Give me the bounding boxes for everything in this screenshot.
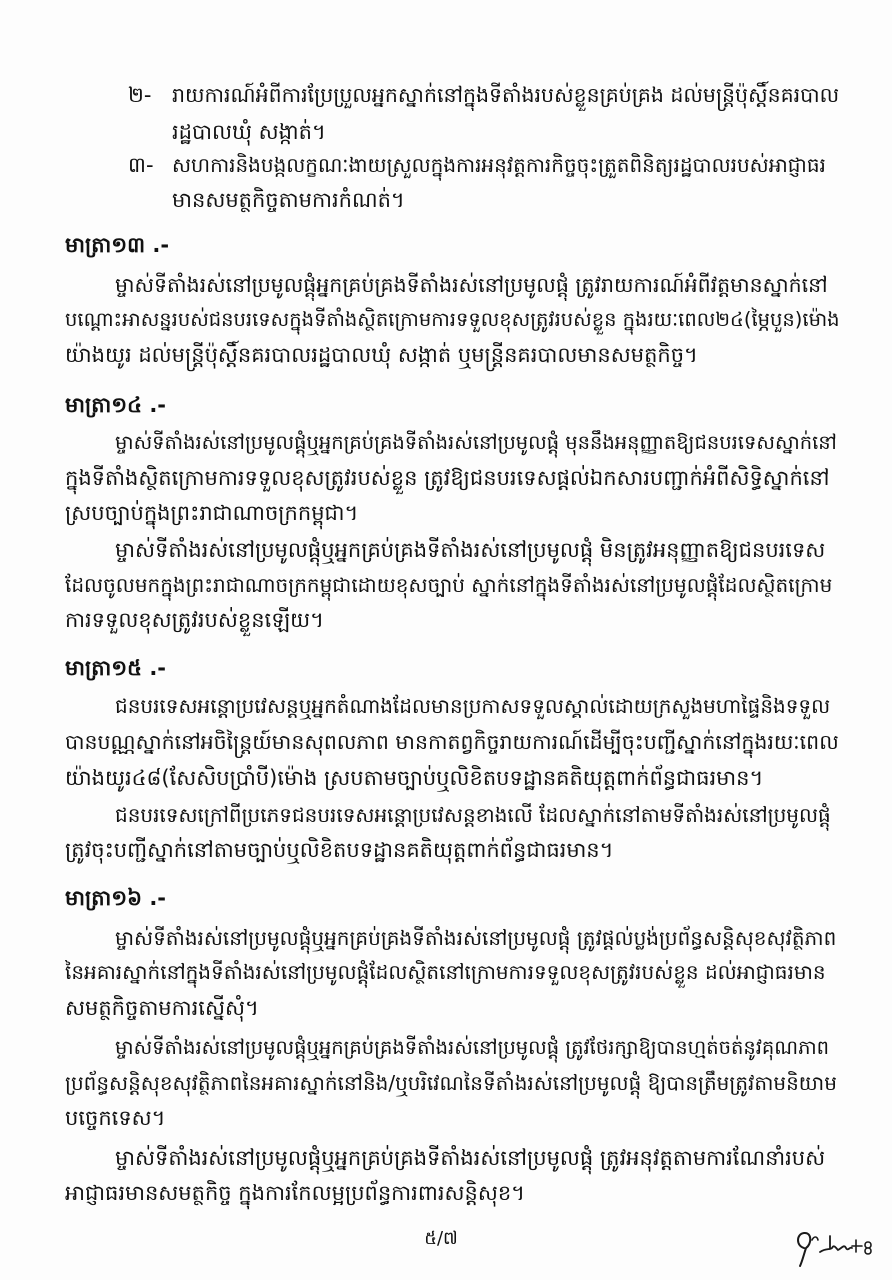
- paragraph-line: ម្ចាស់ទីតាំងរស់នៅប្រមូលផ្តុំឬអ្នកគ្រប់គ្រងទីតាំងរស់នៅប្រមូលផ្តុំ ត្រូវអនុវត្តតាមការណែនាំរបស់: [115, 1146, 826, 1170]
- list-item-line: មានសមត្ថកិច្ចតាមការកំណត់។: [172, 188, 405, 212]
- paragraph-line: នៃអគារស្នាក់នៅក្នុងទីតាំងរស់នៅប្រមូលផ្តុំដែលស្ថិតនៅក្រោមការទទួលខុសត្រូវរបស់ខ្លួន ដល់អាជ្ញាធរមាន: [65, 960, 826, 984]
- paragraph-line: បានបណ្ណស្នាក់នៅអចិន្ត្រៃយ៍មានសុពលភាព មានកាតព្វកិច្ចរាយការណ៍ដើម្បីចុះបញ្ជីស្នាក់នៅក្នុងរយៈពេល: [65, 730, 839, 754]
- paragraph-line: ម្ចាស់ទីតាំងរស់នៅប្រមូលផ្តុំឬអ្នកគ្រប់គ្រងទីតាំងរស់នៅប្រមូលផ្តុំ ត្រូវផ្តល់ប្លង់ប្រព័ន្ធសន្តិសុខសុវត្ថិភាព: [115, 926, 837, 950]
- article-heading: មាត្រា១៥ .-: [65, 656, 167, 680]
- paragraph-line: ជនបរទេសអន្តោប្រវេសន្តឬអ្នកតំណាងដែលមានប្រកាសទទួលស្គាល់ដោយក្រសួងមហាផ្ទៃនិងទទួល: [115, 694, 831, 718]
- paragraph-line: ប្រព័ន្ធសន្តិសុខសុវត្ថិភាពនៃអគារស្នាក់នៅនិង/ឬបរិវេណនៃទីតាំងរស់នៅប្រមូលផ្តុំ ឱ្យបានត្រឹមត្រូវតាមនិយាម: [65, 1071, 837, 1095]
- list-item-number: ៣-: [128, 153, 154, 177]
- article-heading: មាត្រា១៤ .-: [65, 393, 167, 417]
- paragraph-line: បច្ចេកទេស។: [65, 1106, 166, 1130]
- paragraph-line: យ៉ាងយូរ ដល់មន្ត្រីប៉ុស្តិ៍នគរបាលរដ្ឋបាលឃុំ សង្កាត់ ឬមន្ត្រីនគរបាលមានសមត្ថកិច្ច។: [65, 343, 698, 367]
- list-item-number: ២-: [128, 83, 152, 107]
- paragraph-line: ស្របច្បាប់ក្នុងព្រះរាជាណាចក្រកម្ពុជា។: [65, 501, 359, 525]
- paragraph-line: ជនបរទេសក្រៅពីប្រភេទជនបរទេសអន្តោប្រវេសន្តខាងលើ ដែលស្នាក់នៅតាមទីតាំងរស់នៅប្រមូលផ្តុំ: [115, 803, 831, 827]
- list-item-line: សហការនិងបង្កលក្ខណៈងាយស្រួលក្នុងការអនុវត្តការកិច្ចចុះត្រួតពិនិត្យរដ្ឋបាលរបស់អាជ្ញាធរ: [172, 153, 826, 177]
- list-item-line: រដ្ឋបាលឃុំ សង្កាត់។: [172, 120, 326, 144]
- article-heading: មាត្រា១៣ .-: [65, 233, 170, 257]
- paragraph-line: បណ្តោះអាសន្នរបស់ជនបរទេសក្នុងទីតាំងស្ថិតក្រោមការទទួលខុសត្រូវរបស់ខ្លួន ក្នុងរយៈពេល២៤(ម្ភៃបួន)ម៉ោង: [65, 308, 840, 331]
- paragraph-line: ម្ចាស់ទីតាំងរស់នៅប្រមូលផ្តុំឬអ្នកគ្រប់គ្រងទីតាំងរស់នៅប្រមូលផ្តុំ មិនត្រូវអនុញ្ញាតឱ្យជនបរទេស: [115, 538, 826, 562]
- paragraph-line: ដែលចូលមកក្នុងព្រះរាជាណាចក្រកម្ពុជាដោយខុសច្បាប់ ស្នាក់នៅក្នុងទីតាំងរស់នៅប្រមូលផ្តុំដែលស្ថិតក្រោម: [65, 573, 833, 597]
- article-heading: មាត្រា១៦ .-: [65, 886, 167, 910]
- page-number: ៥/៧: [424, 1228, 458, 1249]
- paragraph-line: ម្ចាស់ទីតាំងរស់នៅប្រមូលផ្តុំឬអ្នកគ្រប់គ្រងទីតាំងរស់នៅប្រមូលផ្តុំ មុននឹងអនុញ្ញាតឱ្យជនបរទេសស្នាក់នៅ: [115, 431, 837, 454]
- paragraph-line: ម្ចាស់ទីតាំងរស់នៅប្រមូលផ្តុំអ្នកគ្រប់គ្រងទីតាំងរស់នៅប្រមូលផ្តុំ ត្រូវរាយការណ៍អំពីវត្តមានស្នាក់នៅ: [115, 273, 828, 297]
- handwritten-initials: [790, 1218, 882, 1270]
- paragraph-line: ត្រូវចុះបញ្ជីស្នាក់នៅតាមច្បាប់ឬលិខិតបទដ្ឋានគតិយុត្តពាក់ព័ន្ធជាធរមាន។: [65, 838, 614, 862]
- paragraph-line: ការទទួលខុសត្រូវរបស់ខ្លួនឡើយ។: [65, 608, 325, 632]
- paragraph-line: អាជ្ញាធរមានសមត្ថកិច្ច ក្នុងការកែលម្អប្រព័ន្ធការពារសន្តិសុខ។: [65, 1181, 526, 1205]
- paragraph-line: ក្នុងទីតាំងស្ថិតក្រោមការទទួលខុសត្រូវរបស់ខ្លួន ត្រូវឱ្យជនបរទេសផ្តល់ឯកសារបញ្ជាក់អំពីសិទ្ធិស្នាក់នៅ: [65, 466, 830, 490]
- paragraph-line: យ៉ាងយូរ៤៨(សែសិបប្រាំបី)ម៉ោង ស្របតាមច្បាប់ឬលិខិតបទដ្ឋានគតិយុត្តពាក់ព័ន្ធជាធរមាន។: [65, 766, 764, 790]
- list-item-line: រាយការណ៍អំពីការប្រែប្រួលអ្នកស្នាក់នៅក្នុងទីតាំងរបស់ខ្លួនគ្រប់គ្រង ដល់មន្ត្រីប៉ុស្តិ៍នគរបាល: [172, 83, 840, 107]
- paragraph-line: សមត្ថកិច្ចតាមការស្នើសុំ។: [65, 996, 259, 1020]
- paragraph-line: ម្ចាស់ទីតាំងរស់នៅប្រមូលផ្តុំឬអ្នកគ្រប់គ្រងទីតាំងរស់នៅប្រមូលផ្តុំ ត្រូវថែរក្សាឱ្យបានហ្មត់ចត់នូវគុណភាព: [115, 1036, 830, 1059]
